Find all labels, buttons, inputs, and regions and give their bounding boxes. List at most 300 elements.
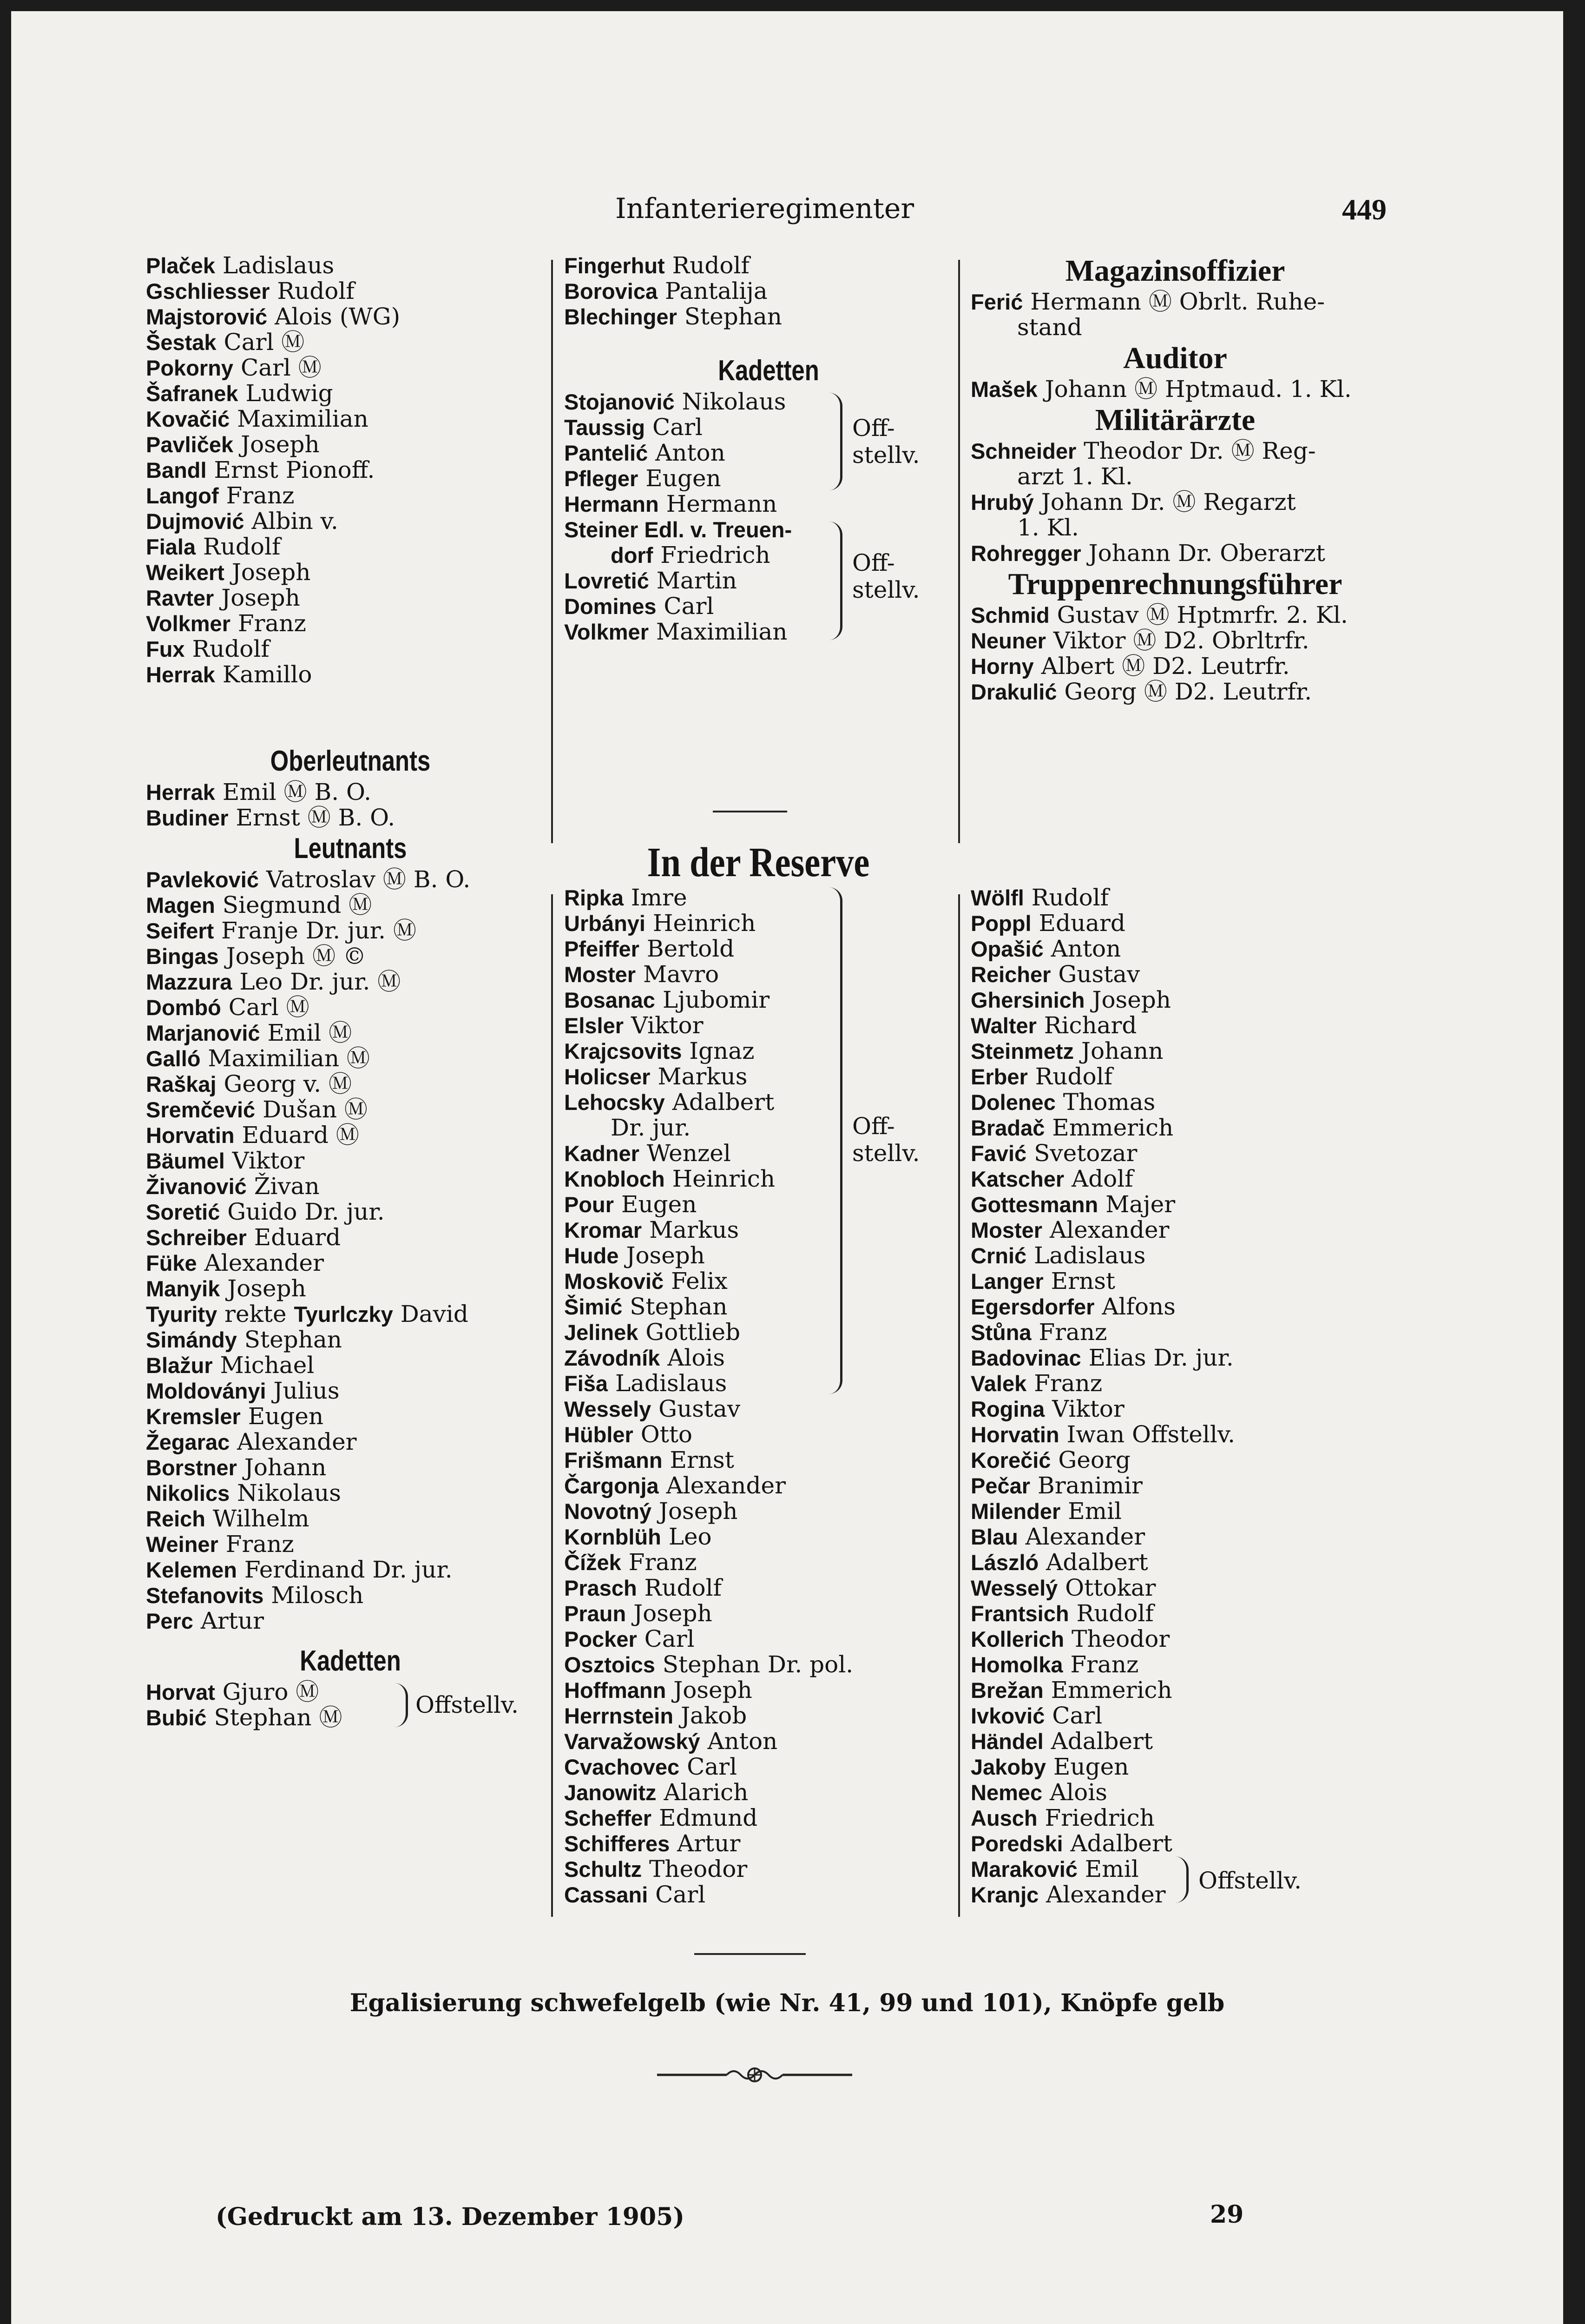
surname: Taussig: [564, 415, 645, 440]
reserve-right-column: [961, 885, 1380, 1908]
reserve-row: [564, 1729, 973, 1754]
given-name-and-rank: Jakob: [673, 1702, 747, 1729]
reserve-row: [564, 1575, 973, 1601]
given-name-and-rank: Gustav Ⓜ Hptmrfr. 2. Kl.: [1049, 601, 1348, 628]
surname: Seifert: [146, 918, 214, 943]
surname: Steiner Edl. v. Treuen-: [564, 517, 792, 542]
given-name-and-rank: Rudolf: [184, 635, 270, 662]
truppenrechnungsfuehrer-list: [971, 602, 1380, 705]
officer-row: [146, 355, 555, 381]
given-name-and-rank: Joseph Ⓜ ©: [218, 943, 366, 970]
column-middle-upper: [554, 253, 973, 645]
officer-row: [146, 330, 555, 355]
given-name-and-rank: Viktor: [1045, 1395, 1125, 1422]
officer-row: [146, 304, 555, 330]
reserve-row: [971, 1626, 1380, 1652]
given-name: David: [393, 1301, 468, 1327]
kadett-row: [564, 619, 973, 645]
reserve-row: [971, 936, 1380, 962]
given-name-and-rank: Viktor: [224, 1147, 305, 1174]
surname: Cassani: [564, 1882, 648, 1907]
reserve-row: [564, 962, 973, 987]
officer-row: [146, 1608, 555, 1634]
surname: Moster: [971, 1218, 1043, 1242]
given-name-and-rank: Alois (WG): [267, 303, 401, 330]
surname: Žegarac: [146, 1430, 230, 1454]
given-name-and-rank: Alois: [660, 1344, 725, 1371]
heading-oberleutnants: Oberleutnants: [270, 745, 431, 777]
given-name-and-rank: Emmerich: [1045, 1114, 1174, 1141]
surname: Horvatin: [146, 1123, 235, 1148]
given-name-and-rank: Carl: [656, 593, 714, 620]
officer-row: [146, 1020, 555, 1046]
surname: Langer: [971, 1269, 1044, 1294]
surname: Perc: [146, 1609, 193, 1633]
surname: Kromar: [564, 1218, 642, 1242]
surname: Pečar: [971, 1473, 1031, 1498]
surname: Schultz: [564, 1857, 642, 1882]
surname: Moldoványi: [146, 1379, 266, 1403]
surname: Herrnstein: [564, 1703, 674, 1728]
officer-row: [146, 432, 555, 457]
reserve-row: [564, 1550, 973, 1575]
reserve-row: [564, 1754, 973, 1780]
given-name-and-rank: Maximilian: [230, 405, 368, 432]
kadetten-middle-list: [564, 389, 973, 645]
officer-row: [146, 636, 555, 662]
offstellv-note: Off-: [852, 1113, 895, 1140]
reserve-row: [971, 1345, 1380, 1371]
officer-row: [146, 944, 555, 969]
surname: Erber: [971, 1064, 1028, 1089]
given-name-and-rank: Georg: [1051, 1446, 1131, 1473]
given-name-and-rank: Franz: [621, 1549, 697, 1576]
document-page: [11, 11, 1563, 2324]
heading-militaeraerzte: Militärärzte: [1095, 403, 1256, 437]
reserve-row: [971, 1447, 1380, 1473]
given-name-and-rank: Thomas: [1055, 1089, 1156, 1116]
given-name-and-rank: Rudolf: [1024, 884, 1109, 911]
officer-row: [971, 464, 1380, 489]
given-name-and-rank: Alfons: [1094, 1293, 1176, 1320]
surname: Varvažowský: [564, 1729, 700, 1754]
kadett-row: [564, 466, 973, 491]
given-name-and-rank: Rudolf: [637, 1574, 722, 1601]
surname: Frantsich: [971, 1601, 1069, 1626]
reserve-row: [564, 1345, 973, 1371]
surname: Horny: [971, 654, 1034, 679]
reserve-row: [564, 1677, 973, 1703]
given-name-and-rank: Albin v.: [244, 508, 338, 535]
page-number: 449: [1342, 193, 1387, 226]
given-name-and-rank: Alois: [1042, 1779, 1107, 1806]
given-name-and-rank: Emil Ⓜ: [260, 1019, 352, 1046]
given-name-and-rank: Ludwig: [238, 380, 333, 407]
given-name-and-rank: Edmund: [651, 1804, 758, 1831]
reserve-middle-list: [564, 885, 973, 1908]
heading-kadetten-middle: Kadetten: [718, 355, 819, 387]
reserve-row: [971, 1473, 1380, 1499]
reserve-row: [971, 1064, 1380, 1089]
given-name-and-rank: Adolf: [1064, 1165, 1133, 1192]
surname: Bosanac: [564, 988, 655, 1012]
given-name-and-rank: Theodor Dr. Ⓜ Reg-: [1076, 437, 1316, 464]
given-name-and-rank: Carl Ⓜ: [221, 994, 309, 1021]
officer-row: [146, 779, 555, 805]
surname: Händel: [971, 1729, 1044, 1754]
oberleutnants-list: [146, 779, 555, 831]
given-name-and-rank: Eugen: [614, 1191, 697, 1218]
surname: dorf: [611, 543, 653, 568]
officer-row: [146, 662, 555, 687]
reserve-row: [564, 936, 973, 962]
surname: Šestak: [146, 330, 217, 355]
surname: Nikolics: [146, 1481, 230, 1505]
reserve-row: [564, 1831, 973, 1856]
reserve-row: [971, 1729, 1380, 1754]
surname: Kranjc: [971, 1882, 1039, 1907]
surname: Egersdorfer: [971, 1294, 1095, 1319]
surname: Dombó: [146, 995, 221, 1020]
reserve-row: [564, 1703, 973, 1729]
reserve-row: [971, 885, 1380, 911]
surname: Krajcsovits: [564, 1039, 682, 1063]
reserve-row: [971, 1217, 1380, 1243]
surname: Kollerich: [971, 1627, 1065, 1651]
surname: Moskovič: [564, 1269, 664, 1294]
surname: Bradač: [971, 1116, 1045, 1140]
surname: Manyik: [146, 1276, 220, 1301]
surname: Dujmović: [146, 509, 244, 534]
reserve-row: [971, 1601, 1380, 1626]
egalisierung-line: Egalisierung schwefelgelb (wie Nr. 41, 99 und 101), Knöpfe gelb: [349, 1989, 1225, 2017]
given-name-and-rank: Anton: [1043, 935, 1121, 962]
officer-row: [146, 1583, 555, 1608]
reserve-row: [971, 1550, 1380, 1575]
given-name-and-rank: Živan: [246, 1173, 320, 1200]
given-name-and-rank: Felix: [664, 1268, 728, 1294]
offstellv-note: Off-: [852, 415, 895, 442]
given-name-and-rank: Ernst Ⓜ B. O.: [228, 804, 395, 831]
given-name-and-rank: Joseph: [224, 559, 311, 586]
given-name-and-rank: Joseph: [626, 1600, 712, 1627]
officer-row: [146, 1046, 555, 1071]
officer-row: [146, 805, 555, 831]
given-name-and-rank: Anton: [648, 439, 725, 466]
given-name-and-rank: Eduard: [246, 1224, 341, 1251]
surname: Volkmer: [564, 620, 649, 644]
officer-row: [146, 560, 555, 585]
surname: Elsler: [564, 1013, 624, 1038]
given-name-and-rank: Heinrich: [645, 910, 756, 937]
given-name-and-rank: Heinrich: [664, 1165, 776, 1192]
given-name-and-rank: Alexander: [230, 1428, 357, 1455]
given-name-and-rank: Theodor: [1064, 1625, 1170, 1652]
reserve-row: [971, 1141, 1380, 1166]
surname: Kornblüh: [564, 1525, 661, 1549]
given-name-and-rank: Georg v. Ⓜ: [216, 1070, 352, 1097]
surname: Osztoics: [564, 1652, 655, 1677]
officer-row: [146, 1557, 555, 1583]
officer-row: [146, 1506, 555, 1532]
given-name-and-rank: Stephan: [677, 303, 782, 330]
surname: Stefanovits: [146, 1583, 264, 1608]
kadett-row: [564, 542, 973, 568]
given-name-and-rank: Franje Dr. jur. Ⓜ: [214, 917, 416, 944]
given-name-and-rank: Rudolf: [270, 277, 355, 304]
surname: Gottesmann: [971, 1192, 1098, 1217]
given-name-and-rank: Carl Ⓜ: [216, 329, 305, 356]
spacer: [146, 687, 555, 743]
surname: Jelinek: [564, 1320, 638, 1345]
reserve-row: [564, 1166, 973, 1192]
surname: Ausch: [971, 1806, 1038, 1830]
reserve-row: [971, 1499, 1380, 1524]
reserve-row: [971, 911, 1380, 936]
given-name-and-rank: 1. Kl.: [1017, 514, 1079, 541]
given-name-and-rank: Martin: [649, 567, 737, 594]
officer-row: [146, 995, 555, 1020]
surname: Badovinac: [971, 1346, 1081, 1370]
officer-row: [146, 1122, 555, 1148]
surname: Moster: [564, 962, 636, 987]
surname: Magen: [146, 893, 215, 918]
given-name-and-rank: Ljubomir: [655, 986, 770, 1013]
reserve-row: [971, 1192, 1380, 1217]
magazin-entry: Ferić Hermann Ⓜ Obrlt. Ruhe-: [971, 288, 1325, 315]
ornament-divider-icon: [657, 2066, 852, 2084]
running-head: [11, 192, 1563, 234]
surname: Katscher: [971, 1167, 1065, 1191]
reserve-row: [971, 1703, 1380, 1729]
officer-row: [971, 515, 1380, 541]
given-name-and-rank: Guido Dr. jur.: [220, 1198, 385, 1225]
given-name-and-rank: Hermann: [658, 490, 777, 517]
surname: Soretić: [146, 1200, 220, 1224]
reserve-row: [564, 1780, 973, 1805]
surname: Fux: [146, 637, 185, 661]
reserve-row: [971, 1575, 1380, 1601]
officer-row: [146, 1301, 555, 1327]
surname: Novotný: [564, 1499, 651, 1524]
officer-list-top: [146, 253, 555, 687]
given-name-and-rank: Anton: [700, 1728, 778, 1755]
surname: Schreiber: [146, 1225, 247, 1250]
surname: Pocker: [564, 1627, 637, 1651]
surname: Pavliček: [146, 432, 234, 457]
officer-row: [146, 278, 555, 304]
given-name-and-rank: Johann: [1074, 1037, 1164, 1064]
surname: Schifferes: [564, 1831, 670, 1856]
surname: Plaček: [146, 253, 215, 278]
given-name-and-rank: Artur: [193, 1607, 264, 1634]
surname: Šafranek: [146, 381, 238, 406]
given-name-and-rank: Joseph: [233, 431, 320, 458]
given-name-and-rank: Carl Ⓜ: [233, 354, 322, 381]
reserve-row: [564, 1294, 973, 1320]
officer-row: [971, 602, 1380, 628]
reserve-row: [564, 1626, 973, 1652]
given-name-and-rank: Richard: [1036, 1012, 1137, 1039]
surname: Hrubý: [971, 490, 1034, 515]
given-name-and-rank: Ernst: [1043, 1268, 1115, 1294]
given-name-and-rank: Stephan: [237, 1326, 342, 1353]
given-name-and-rank: Ottokar: [1058, 1574, 1156, 1601]
given-name-and-rank: Ladislaus: [215, 252, 335, 279]
surname: Poredski: [971, 1831, 1063, 1856]
given-name-and-rank: Emil: [1060, 1498, 1122, 1525]
brace-middle-kadetten-1: [829, 393, 842, 490]
officer-row: [146, 457, 555, 483]
surname: Valek: [971, 1371, 1027, 1396]
given-name-and-rank: Rudolf: [1069, 1600, 1154, 1627]
officer-row: [146, 1429, 555, 1455]
offstellv-note: Offstellv.: [1198, 1867, 1302, 1894]
reserve-row: [564, 1320, 973, 1345]
given-name-and-rank: Ernst: [662, 1446, 734, 1473]
officer-row: [971, 489, 1380, 515]
reserve-row: [971, 1294, 1380, 1320]
surname: Dolenec: [971, 1090, 1056, 1115]
surname: Herrak: [146, 662, 215, 687]
reserve-row: [564, 1422, 973, 1447]
heading-leutnants: Leutnants: [294, 832, 407, 865]
given-name-and-rank: Rudolf: [1027, 1063, 1113, 1090]
given-name-and-rank: Franz: [1031, 1319, 1107, 1346]
given-name-and-rank: Otto: [633, 1421, 693, 1448]
surname: Wölfl: [971, 885, 1024, 910]
surname: Čížek: [564, 1550, 621, 1575]
reserve-row: [971, 1805, 1380, 1831]
given-name-and-rank: Eduard: [1031, 910, 1125, 937]
officer-row: [146, 585, 555, 611]
given-name-and-rank: Ferdinand Dr. jur.: [237, 1556, 453, 1583]
surname: Prasch: [564, 1576, 637, 1600]
surname: Praun: [564, 1601, 626, 1626]
given-name-and-rank: Leo Dr. jur. Ⓜ: [232, 968, 401, 995]
surname: Bäumel: [146, 1149, 225, 1173]
given-name-and-rank: Georg Ⓜ D2. Leutrfr.: [1057, 678, 1312, 705]
surname: Fingerhut: [564, 253, 665, 278]
surname: Korečić: [971, 1448, 1051, 1472]
kadetten-left-list: [146, 1679, 555, 1730]
spacer: [564, 330, 973, 353]
reserve-row: [564, 1013, 973, 1038]
given-name-and-rank: Joseph: [214, 584, 300, 611]
officer-row: [971, 679, 1380, 705]
officer-row: [146, 969, 555, 995]
reserve-row: [971, 1089, 1380, 1115]
surname: Ripka: [564, 885, 624, 910]
given-name-and-rank: Friedrich: [653, 541, 770, 568]
surname: Pokorny: [146, 356, 234, 380]
given-name-and-rank: Franz: [1063, 1651, 1139, 1678]
given-name-and-rank: Franz: [1026, 1370, 1103, 1397]
surname: Homolka: [971, 1652, 1063, 1677]
officer-row: [146, 534, 555, 560]
heading-kadetten-left: Kadetten: [300, 1645, 401, 1677]
reserve-row: [971, 1166, 1380, 1192]
officer-row: [146, 406, 555, 432]
surname: Weikert: [146, 560, 224, 585]
militaeraerzte-list: [971, 438, 1380, 566]
surname: Favić: [971, 1141, 1027, 1166]
surname: Weiner: [146, 1532, 218, 1557]
given-name-and-rank: Elias Dr. jur.: [1081, 1344, 1234, 1371]
reserve-row: [564, 1473, 973, 1499]
reserve-row: [564, 1115, 973, 1141]
surname: Janowitz: [564, 1780, 657, 1805]
officer-row: [971, 541, 1380, 566]
surname: Neuner: [971, 628, 1046, 653]
officer-row: [146, 1353, 555, 1378]
given-name-and-rank: rekte: [217, 1301, 294, 1327]
given-name-and-rank: Eugen: [1046, 1753, 1129, 1780]
surname: Fiša: [564, 1371, 608, 1396]
surname: Bandl: [146, 458, 207, 482]
officer-row: [146, 918, 555, 944]
offstellv-note: stellv.: [852, 1140, 920, 1167]
surname: Blau: [971, 1525, 1018, 1549]
reserve-row: [564, 1882, 973, 1908]
officer-row: [146, 892, 555, 918]
reserve-row: [971, 987, 1380, 1013]
officer-row: [146, 1097, 555, 1122]
officer-row: [146, 1327, 555, 1353]
reserve-row: [971, 1038, 1380, 1064]
surname: Nemec: [971, 1780, 1043, 1805]
given-name-and-rank: Wenzel: [639, 1140, 731, 1167]
given-name-and-rank: Franz: [218, 482, 295, 509]
given-name-and-rank: Ignaz: [682, 1037, 755, 1064]
given-name-and-rank: Carl: [637, 1625, 695, 1652]
surname: Závodník: [564, 1346, 660, 1370]
given-name-and-rank: Carl: [645, 414, 703, 441]
print-date-note: (Gedruckt am 13. Dezember 1905): [216, 2203, 684, 2231]
heading-in-der-reserve: In der Reserve: [647, 839, 870, 885]
surname: Holicser: [564, 1064, 651, 1089]
surname: Knobloch: [564, 1167, 665, 1191]
surname: Crnić: [971, 1243, 1027, 1268]
surname: Lehocsky: [564, 1090, 665, 1115]
reserve-row: [564, 885, 973, 911]
surname: Cvachovec: [564, 1755, 680, 1779]
given-name-and-rank: Rudolf: [664, 252, 750, 279]
reserve-row: [971, 1422, 1380, 1447]
given-name-and-rank: Stephan Ⓜ: [206, 1704, 342, 1731]
reserve-right-list: [971, 885, 1380, 1908]
given-name-and-rank: Joseph: [618, 1242, 705, 1269]
reserve-row: [564, 1524, 973, 1550]
officer-row: [146, 1378, 555, 1404]
reserve-row: [564, 1447, 973, 1473]
officer-row: [146, 1480, 555, 1506]
given-name-and-rank: Pantalija: [658, 277, 768, 304]
kadett-row: [564, 415, 973, 440]
given-name-and-rank: Carl: [679, 1753, 737, 1780]
reserve-row: [971, 1013, 1380, 1038]
given-name-and-rank: Carl: [648, 1881, 706, 1908]
given-name-and-rank: Stephan Dr. pol.: [655, 1651, 854, 1678]
surname: Ghersinich: [971, 988, 1085, 1012]
surname: Pfleger: [564, 466, 638, 491]
surname: Galló: [146, 1046, 201, 1071]
given-name-and-rank: Emil: [1077, 1855, 1139, 1882]
officer-row: [146, 1532, 555, 1557]
given-name-and-rank: Friedrich: [1037, 1804, 1155, 1831]
magazin-entry-cont: stand: [1017, 314, 1082, 341]
reserve-row: [564, 1064, 973, 1089]
